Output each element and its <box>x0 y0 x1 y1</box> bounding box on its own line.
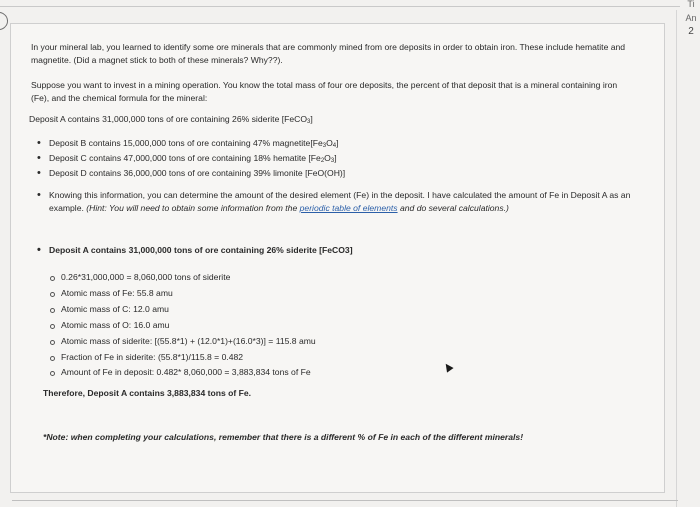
deposit-d-text: Deposit D contains 36,000,000 tons of ore containing 39% limonite [FeO(OH)] <box>49 168 346 178</box>
list-item <box>33 136 593 151</box>
calc-step: Atomic mass of O: 16.0 amu <box>49 318 609 334</box>
intro-paragraph-1: In your mineral lab, you learned to identify some ore minerals that are commonly mined from ore deposits in order to obtain iron. These include hematite and magnetite. (Did a magnet stick to both of these minerals? Why??). <box>31 42 626 65</box>
subscript: 4 <box>332 143 337 149</box>
intro-paragraph-2: Suppose you want to invest in a mining operation. You know the total mass of four ore deposits, the percent of that deposit that is a mineral containing iron (Fe), and the chemical formula for the mineral: <box>31 80 618 103</box>
list-item <box>33 166 593 181</box>
formula-part: O <box>326 138 333 148</box>
subscript: 3 <box>322 143 327 149</box>
example-heading: • Deposit A contains 31,000,000 tons of ore containing 26% siderite [FeCO3] <box>33 244 633 257</box>
question-card <box>10 23 665 493</box>
formula-part: O <box>324 153 331 163</box>
calc-step: Fraction of Fe in siderite: (55.8*1)/115.8 = 0.482 <box>49 350 609 366</box>
side-text-1: Ti <box>687 0 695 9</box>
calc-step: 0.26*31,000,000 = 8,060,000 tons of siderite <box>49 270 609 286</box>
calc-step: Amount of Fe in deposit: 0.482* 8,060,000 = 3,883,834 tons of Fe <box>49 365 609 381</box>
side-text-3: 2 <box>688 26 694 37</box>
top-divider <box>0 6 680 7</box>
periodic-table-link[interactable]: periodic table of elements <box>299 203 398 213</box>
deposit-c-text: Deposit C contains 47,000,000 tons of ore containing 18% hematite [Fe <box>49 153 321 163</box>
conclusion-text: Therefore, Deposit A contains 3,883,834 tons of Fe. <box>43 388 252 398</box>
bottom-divider <box>12 500 678 501</box>
calc-step: Atomic mass of Fe: 55.8 amu <box>49 286 609 302</box>
deposit-b-text: Deposit B contains 15,000,000 tons of ore containing 47% magnetite[Fe <box>49 138 323 148</box>
deposit-a-line <box>29 113 629 126</box>
knowing-text: Knowing this information, you can determine the amount of the desired element (Fe) in the deposit. I have calculated the amount of Fe in Deposit A as an example. <box>49 190 631 213</box>
deposit-a-text: Deposit A contains 31,000,000 tons of ore containing 26% siderite [FeCO <box>29 114 308 124</box>
example-list <box>33 244 633 257</box>
side-text-2: An <box>685 13 697 23</box>
right-divider <box>676 10 677 507</box>
calc-steps-list <box>49 270 609 381</box>
list-item <box>33 151 593 166</box>
note-text: *Note: when completing your calculations, remember that there is a different % of Fe in each of the different minerals! <box>43 432 524 442</box>
deposit-a-sub: 3 <box>307 119 311 125</box>
calc-step: Atomic mass of C: 12.0 amu <box>49 302 609 318</box>
formula-end: ] <box>334 153 337 163</box>
hint-text: (Hint: You will need to obtain some information from the <box>86 203 300 213</box>
subscript: 3 <box>330 158 335 164</box>
deposit-list <box>33 136 593 181</box>
hint-text-end: and do several calculations.) <box>397 203 509 213</box>
instructions-list <box>33 189 633 215</box>
deposit-a-end: ] <box>310 114 313 124</box>
subscript: 2 <box>320 158 325 164</box>
list-item <box>33 189 633 215</box>
side-panel <box>682 0 700 39</box>
calc-step: Atomic mass of siderite: [(55.8*1) + (12.0*1)+(16.0*3)] = 115.8 amu <box>49 334 609 350</box>
formula-end: ] <box>336 138 339 148</box>
